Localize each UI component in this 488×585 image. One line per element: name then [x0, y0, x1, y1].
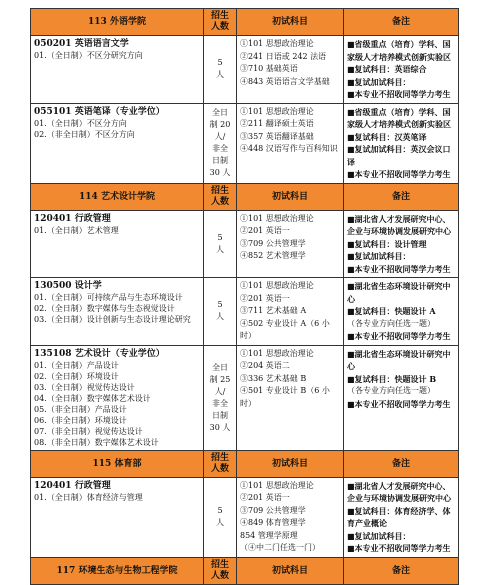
program-cell: [31, 345, 204, 450]
note-item: ■复试加试科目：: [347, 251, 411, 261]
direction-item: 05.（非全日制）产品设计: [34, 404, 127, 414]
section-title: 117 环境生态与生物工程学院: [31, 557, 204, 584]
exam-item: ③709 公共管理学: [240, 238, 306, 248]
exam-cell: [237, 477, 344, 557]
note-item: ■复试加试科目：英汉会议口译: [347, 144, 451, 167]
note-item: ■本专业不招收同等学力考生: [347, 89, 451, 99]
exam-item: ③336 艺术基础 B: [240, 373, 307, 383]
exam-header: 初试科目: [237, 9, 344, 36]
exam-item: ②201 英语一: [240, 293, 290, 303]
exam-item: ①101 思想政治理论: [240, 281, 314, 290]
exam-item: ③710 基础英语: [240, 64, 298, 73]
direction-item: 02.（非全日制）不区分方向: [34, 129, 135, 139]
direction-item: 06.（非全日制）环境设计: [34, 415, 127, 425]
section-title: 115 体育部: [31, 450, 204, 477]
program-row: [31, 103, 459, 183]
exam-item: ④843 英语语言文学基础: [240, 76, 330, 86]
exam-item: ①101 思想政治理论: [240, 348, 314, 358]
exam-item: ②201 英语一: [240, 493, 290, 502]
plan-cell: 全日 制 20 人/ 非全 日制 30 人: [204, 103, 237, 183]
exam-item: ①101 思想政治理论: [240, 480, 314, 490]
program-row: [31, 210, 459, 278]
program-title: 130500 设计学: [34, 281, 102, 291]
plan-cell: 5 人: [204, 36, 237, 104]
direction-item: 01.（全日制）产品设计: [34, 360, 119, 370]
note-item: ■复试科目：体育经济学、体育产业概论: [347, 505, 451, 528]
note-header: 备注: [344, 9, 459, 36]
exam-header: 初试科目: [237, 450, 344, 477]
program-row: [31, 345, 459, 450]
section-header-row: [31, 557, 459, 584]
program-title: 135108 艺术设计（专业学位）: [34, 348, 165, 359]
note-item: ■复试加试科目：: [347, 76, 411, 87]
plan-cell: 5 人: [204, 210, 237, 278]
note-item: ■复试科目：设计管理: [347, 238, 427, 249]
note-item: ■本专业不招收同等学力考生: [347, 543, 451, 553]
exam-header: 初试科目: [237, 183, 344, 210]
direction-item: 01.（全日制）不区分研究方向: [34, 51, 143, 60]
note-item: ■复试科目：快题设计 B: [347, 373, 437, 384]
note-cell: [344, 103, 459, 183]
note-header: 备注: [344, 183, 459, 210]
exam-item: （④中二门任选一门）: [240, 543, 320, 552]
note-item: ■本专业不招收同等学力考生: [347, 398, 451, 409]
program-cell: [31, 278, 204, 346]
note-item: ■湖北省人才发展研究中心、企业与环境协调发展研究中心: [347, 480, 451, 503]
note-header: 备注: [344, 450, 459, 477]
note-item: ■复试加试科目：: [347, 530, 411, 541]
section-header-row: [31, 9, 459, 36]
plan-header: 招生 人数: [204, 183, 237, 210]
section-header-row: [31, 183, 459, 210]
note-cell: [344, 210, 459, 278]
plan-header: 招生 人数: [204, 450, 237, 477]
table-body: [31, 9, 459, 585]
plan-cell: 5 人: [204, 477, 237, 557]
program-cell: [31, 210, 204, 278]
plan-cell: 全日 制 25 人/ 非全 日制 30 人: [204, 345, 237, 450]
note-item: ■复试科目：快题设计 A: [347, 306, 436, 316]
direction-item: 01.（全日制）可持续产品与生态环境设计: [34, 293, 183, 302]
exam-item: ③357 英语翻译基础: [240, 131, 314, 141]
program-title: 055101 英语笔译（专业学位）: [34, 106, 165, 117]
note-item: （各专业方向任选一题）: [347, 318, 435, 328]
note-item: ■省级重点（培育）学科、国家级人才培养模式创新实验区: [347, 39, 451, 62]
direction-item: 01.（全日制）不区分方向: [34, 118, 127, 128]
program-title: 120401 行政管理: [34, 480, 111, 491]
note-item: ■本专业不招收同等学力考生: [347, 331, 451, 341]
section-title: 113 外语学院: [31, 9, 204, 36]
note-item: ■湖北省人才发展研究中心、企业与环境协调发展研究中心: [347, 213, 451, 236]
exam-item: ③711 艺术基础 A: [240, 306, 307, 315]
exam-item: ④849 体育管理学: [240, 518, 306, 527]
section-title: 114 艺术设计学院: [31, 183, 204, 210]
note-item: ■复试科目：汉英笔译: [347, 131, 427, 142]
program-row: [31, 36, 459, 104]
direction-item: 02.（全日制）数字媒体与生态视觉设计: [34, 304, 175, 313]
note-cell: [344, 278, 459, 346]
direction-item: 03.（全日制）视觉传达设计: [34, 382, 135, 392]
exam-item: ②204 英语二: [240, 361, 290, 370]
note-cell: [344, 36, 459, 104]
exam-item: 854 管理学原理: [240, 530, 298, 540]
note-item: ■湖北省生态环境设计研究中心: [347, 281, 451, 304]
program-title: 120401 行政管理: [34, 213, 111, 224]
note-item: ■本专业不招收同等学力考生: [347, 263, 451, 274]
exam-cell: [237, 210, 344, 278]
note-item: ■复试科目：英语综合: [347, 64, 427, 74]
exam-header: 初试科目: [237, 557, 344, 584]
exam-item: ②201 英语一: [240, 226, 290, 235]
exam-item: ③709 公共管理学: [240, 505, 306, 515]
note-item: ■湖北省生态环境设计研究中心: [347, 348, 451, 371]
note-item: ■本专业不招收同等学力考生: [347, 169, 451, 179]
program-cell: [31, 103, 204, 183]
exam-item: ①101 思想政治理论: [240, 106, 314, 116]
direction-item: 02.（全日制）环境设计: [34, 371, 119, 381]
exam-cell: [237, 36, 344, 104]
admissions-table: [30, 8, 459, 585]
exam-item: ④501 专业设计 B（6 小时）: [240, 386, 330, 408]
note-item: （各专业方向任选一题）: [347, 386, 435, 395]
exam-item: ④852 艺术管理学: [240, 251, 306, 260]
exam-item: ④448 汉语写作与百科知识: [240, 144, 338, 153]
direction-item: 08.（非全日制）数字媒体艺术设计: [34, 437, 159, 447]
note-cell: [344, 345, 459, 450]
exam-item: ④502 专业设计 A（6 小时）: [240, 318, 330, 340]
exam-item: ①101 思想政治理论: [240, 213, 314, 223]
exam-item: ②211 翻译硕士英语: [240, 119, 314, 128]
exam-item: ②241 日语或 242 法语: [240, 51, 327, 61]
direction-item: 04.（全日制）数字媒体艺术设计: [34, 393, 151, 403]
note-header: 备注: [344, 557, 459, 584]
exam-cell: [237, 103, 344, 183]
plan-cell: 5 人: [204, 278, 237, 346]
program-row: [31, 278, 459, 346]
direction-item: 03.（全日制）设计创新与生态设计理论研究: [34, 315, 191, 324]
plan-header: 招生 人数: [204, 9, 237, 36]
note-cell: [344, 477, 459, 557]
section-header-row: [31, 450, 459, 477]
exam-cell: [237, 345, 344, 450]
plan-header: 招生 人数: [204, 557, 237, 584]
note-item: ■省级重点（培育）学科、国家级人才培养模式创新实验区: [347, 106, 451, 129]
exam-cell: [237, 278, 344, 346]
exam-item: ①101 思想政治理论: [240, 39, 314, 48]
program-row: [31, 477, 459, 557]
program-title: 050201 英语语言文学: [34, 39, 129, 49]
direction-item: 01.（全日制）艺术管理: [34, 225, 119, 235]
program-cell: [31, 477, 204, 557]
program-cell: [31, 36, 204, 104]
direction-item: 07.（非全日制）视觉传达设计: [34, 426, 143, 436]
direction-item: 01.（全日制）体育经济与管理: [34, 492, 143, 502]
